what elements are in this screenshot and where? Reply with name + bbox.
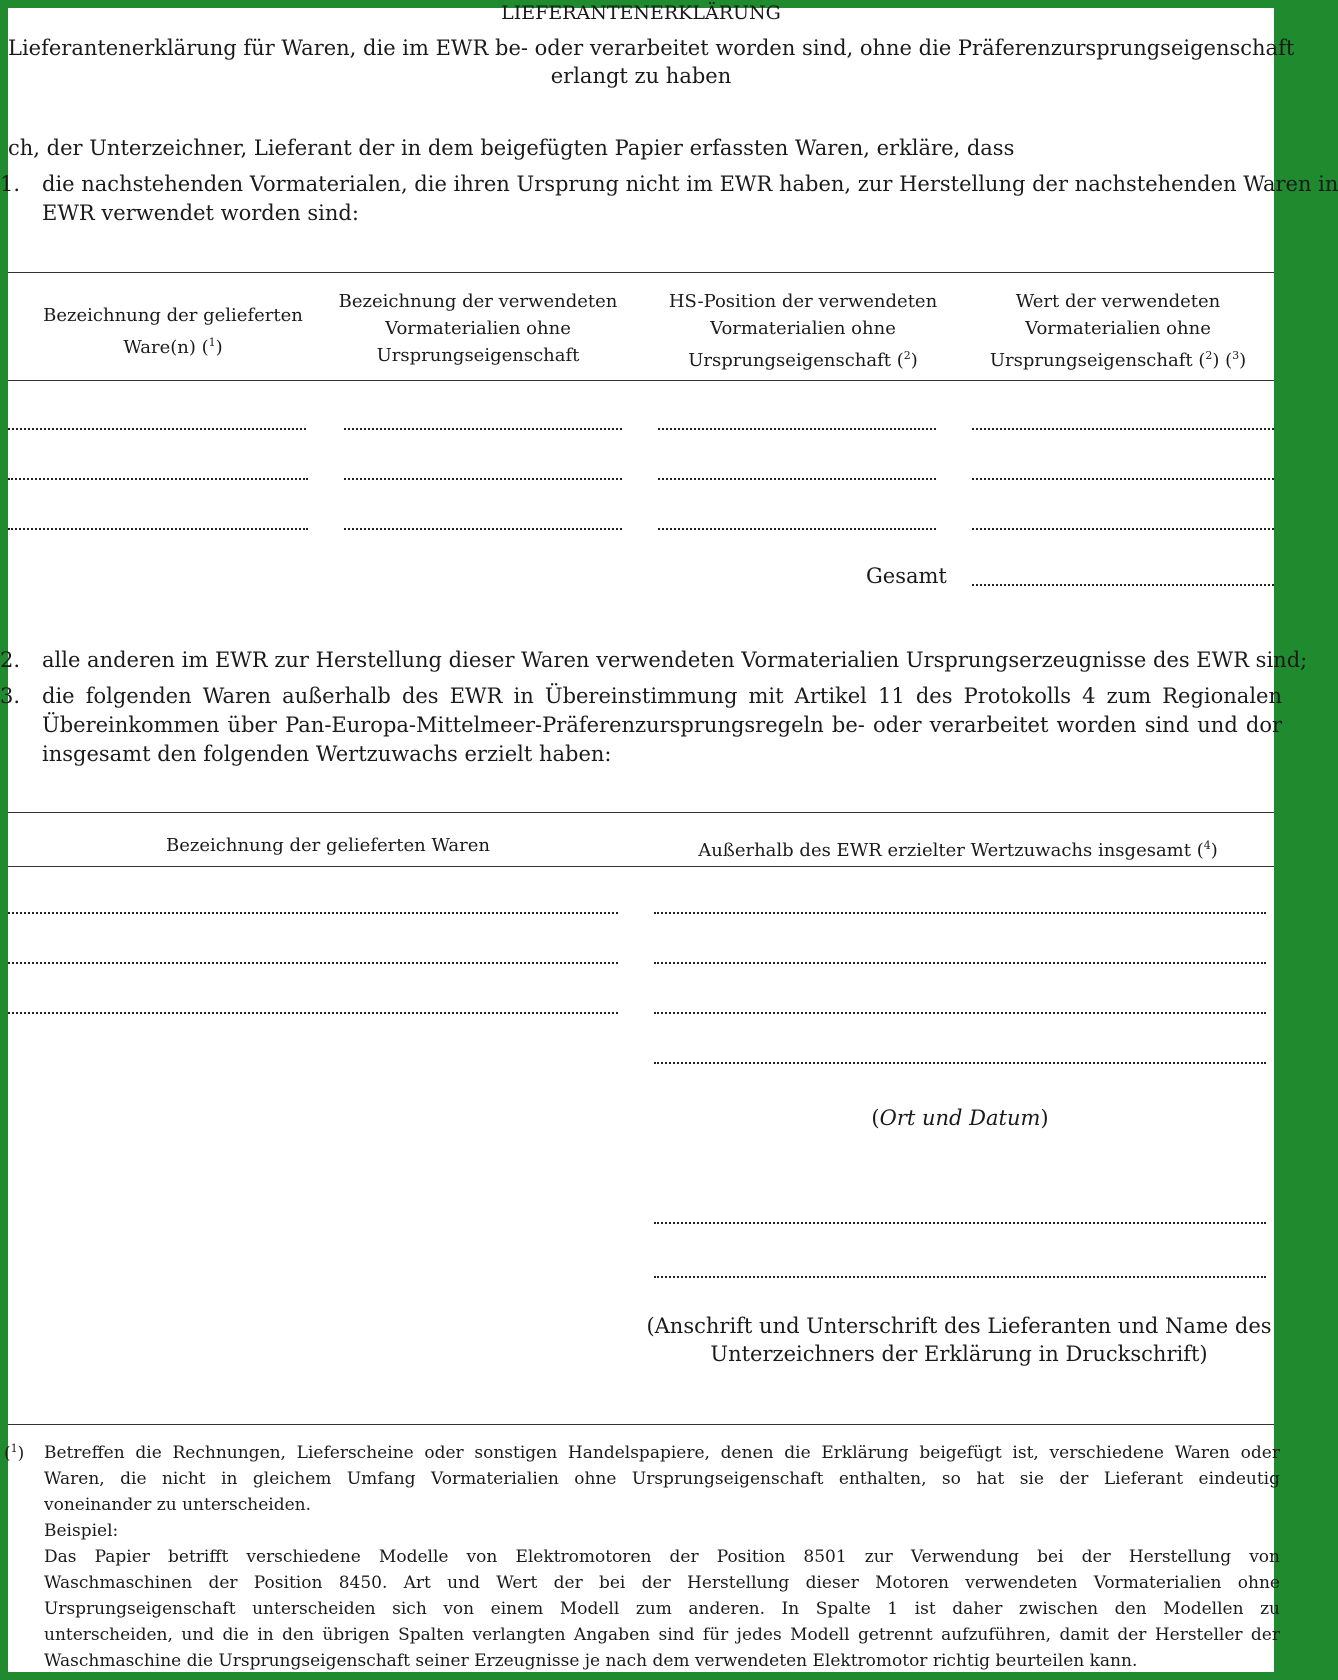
table1-row3-col1-field[interactable] bbox=[8, 528, 308, 530]
table1-header-col4: Wert der verwendeten Vormaterialien ohne Ursprungseigenschaft ($^2$) ($^3$) bbox=[989, 291, 1247, 371]
document-subtitle-line1: Lieferantenerklärung für Waren, die im EWR be- oder verarbeitet worden sind, ohne die Präferenzursprungseigenschaft bbox=[8, 36, 1295, 60]
table1-row3-col3-field[interactable] bbox=[658, 528, 936, 530]
table1-row3-col2-field[interactable] bbox=[344, 528, 622, 530]
place-date-label: (Ort und Datum) bbox=[871, 1106, 1049, 1130]
signature-field[interactable] bbox=[654, 1276, 1266, 1278]
item1-number: 1. bbox=[0, 172, 21, 196]
address-field[interactable] bbox=[654, 1222, 1266, 1224]
table1-header-col2: Bezeichnung der verwendeten Vormaterialien ohne Ursprungseigenschaft bbox=[338, 291, 618, 366]
footnote-line3: voneinander zu unterscheiden. bbox=[44, 1495, 312, 1515]
footnote-rule bbox=[8, 1424, 1274, 1425]
footnote-line5: Das Papier betrifft verschiedene Modelle von Elektromotoren der Position 8501 zur Verwendung bei der Herstellung von bbox=[44, 1547, 1280, 1567]
document-page bbox=[0, 2, 1338, 1672]
table1-row1-col3-field[interactable] bbox=[658, 428, 936, 430]
table2-row3-col1-field[interactable] bbox=[8, 1012, 618, 1014]
footnote-line4: Beispiel: bbox=[44, 1521, 119, 1541]
table2-row1-col1-field[interactable] bbox=[8, 912, 618, 914]
table1-row2-col3-field[interactable] bbox=[658, 478, 936, 480]
table1-top-rule bbox=[8, 272, 1274, 273]
signature-caption-line1: (Anschrift und Unterschrift des Lieferanten und Name des bbox=[646, 1314, 1272, 1338]
document-subtitle-line2: erlangt zu haben bbox=[550, 64, 732, 88]
table1-total-field[interactable] bbox=[972, 584, 1274, 586]
table1-row1-col1-field[interactable] bbox=[8, 428, 306, 430]
footnote-line6: Waschmaschinen der Position 8450. Art und Wert der bei der Herstellung dieser Motoren verwendeten Vormaterialien ohne bbox=[44, 1573, 1280, 1593]
table1-row1-col4-field[interactable] bbox=[972, 428, 1274, 430]
footnote-marker: ($^1$) bbox=[4, 1442, 25, 1464]
table1-header-col3: HS-Position der verwendeten Vormaterialien ohne Ursprungseigenschaft ($^2$) bbox=[668, 291, 938, 371]
table1-row2-col1-field[interactable] bbox=[8, 478, 308, 480]
table1-header-col1: Bezeichnung der gelieferten Ware(n) ($^1$) bbox=[43, 305, 303, 358]
intro-text: ch, der Unterzeichner, Lieferant der in dem beigefügten Papier erfassten Waren, erkläre, dass bbox=[8, 136, 1015, 160]
document-title: LIEFERANTENERKLÄRUNG bbox=[501, 2, 781, 24]
footnote-line8: unterscheiden, und die in den übrigen Spalten verlangten Angaben sind für jedes Modell getrennt aufzuführen, damit der Hersteller der bbox=[44, 1625, 1280, 1645]
place-date-field[interactable] bbox=[654, 1062, 1266, 1064]
table2-header-col1: Bezeichnung der gelieferten Waren bbox=[166, 835, 490, 856]
item3-line1: die folgenden Waren außerhalb des EWR in Übereinstimmung mit Artikel 11 des Protokolls 4 zum Regionalen bbox=[42, 684, 1282, 708]
table1-total-label: Gesamt bbox=[866, 564, 947, 588]
item3-line3: insgesamt den folgenden Wertzuwachs erzielt haben: bbox=[42, 742, 612, 766]
table2-row2-col1-field[interactable] bbox=[8, 962, 618, 964]
item3-number: 3. bbox=[0, 684, 21, 708]
table2-row3-col2-field[interactable] bbox=[654, 1012, 1266, 1014]
item2-number: 2. bbox=[0, 648, 21, 672]
table2-top-rule bbox=[8, 812, 1274, 813]
table1-row3-col4-field[interactable] bbox=[972, 528, 1274, 530]
table2-row1-col2-field[interactable] bbox=[654, 912, 1266, 914]
table1-row2-col4-field[interactable] bbox=[972, 478, 1274, 480]
table2-header-col2: Außerhalb des EWR erzielter Wertzuwachs insgesamt ($^4$) bbox=[698, 839, 1218, 861]
table1-header-rule bbox=[8, 380, 1274, 381]
item3-line2: Übereinkommen über Pan-Europa-Mittelmeer-Präferenzursprungsregeln be- oder verarbeitet worden sind und dor bbox=[42, 713, 1282, 737]
item1-line2: EWR verwendet worden sind: bbox=[42, 201, 359, 225]
footnote-line9: Waschmaschine die Ursprungseigenschaft seiner Erzeugnisse je nach dem verwendeten Elektromotor richtig beurteilen kann. bbox=[44, 1651, 1138, 1671]
table1-row2-col2-field[interactable] bbox=[344, 478, 622, 480]
footnote-line2: Waren, die nicht in gleichem Umfang Vormaterialien ohne Ursprungseigenschaft enthalten, so hat sie der Lieferant eindeutig bbox=[44, 1469, 1280, 1489]
item2-text: alle anderen im EWR zur Herstellung dieser Waren verwendeten Vormaterialien Ursprungserzeugnisse des EWR sind; bbox=[42, 648, 1308, 672]
footnote-line7: Ursprungseigenschaft unterscheiden sich von einem Modell zum anderen. In Spalte 1 ist daher zwischen den Modellen zu bbox=[44, 1599, 1280, 1619]
signature-caption-line2: Unterzeichners der Erklärung in Druckschrift) bbox=[710, 1342, 1208, 1366]
table2-row2-col2-field[interactable] bbox=[654, 962, 1266, 964]
footnote-line1: Betreffen die Rechnungen, Lieferscheine oder sonstigen Handelspapiere, denen die Erklärung beigefügt ist, verschiedene Waren oder bbox=[44, 1443, 1280, 1463]
table2-header-rule bbox=[8, 866, 1274, 867]
table1-row1-col2-field[interactable] bbox=[344, 428, 622, 430]
item1-line1: die nachstehenden Vormaterialen, die ihren Ursprung nicht im EWR haben, zur Herstellung der nachstehenden Waren in bbox=[42, 172, 1338, 196]
